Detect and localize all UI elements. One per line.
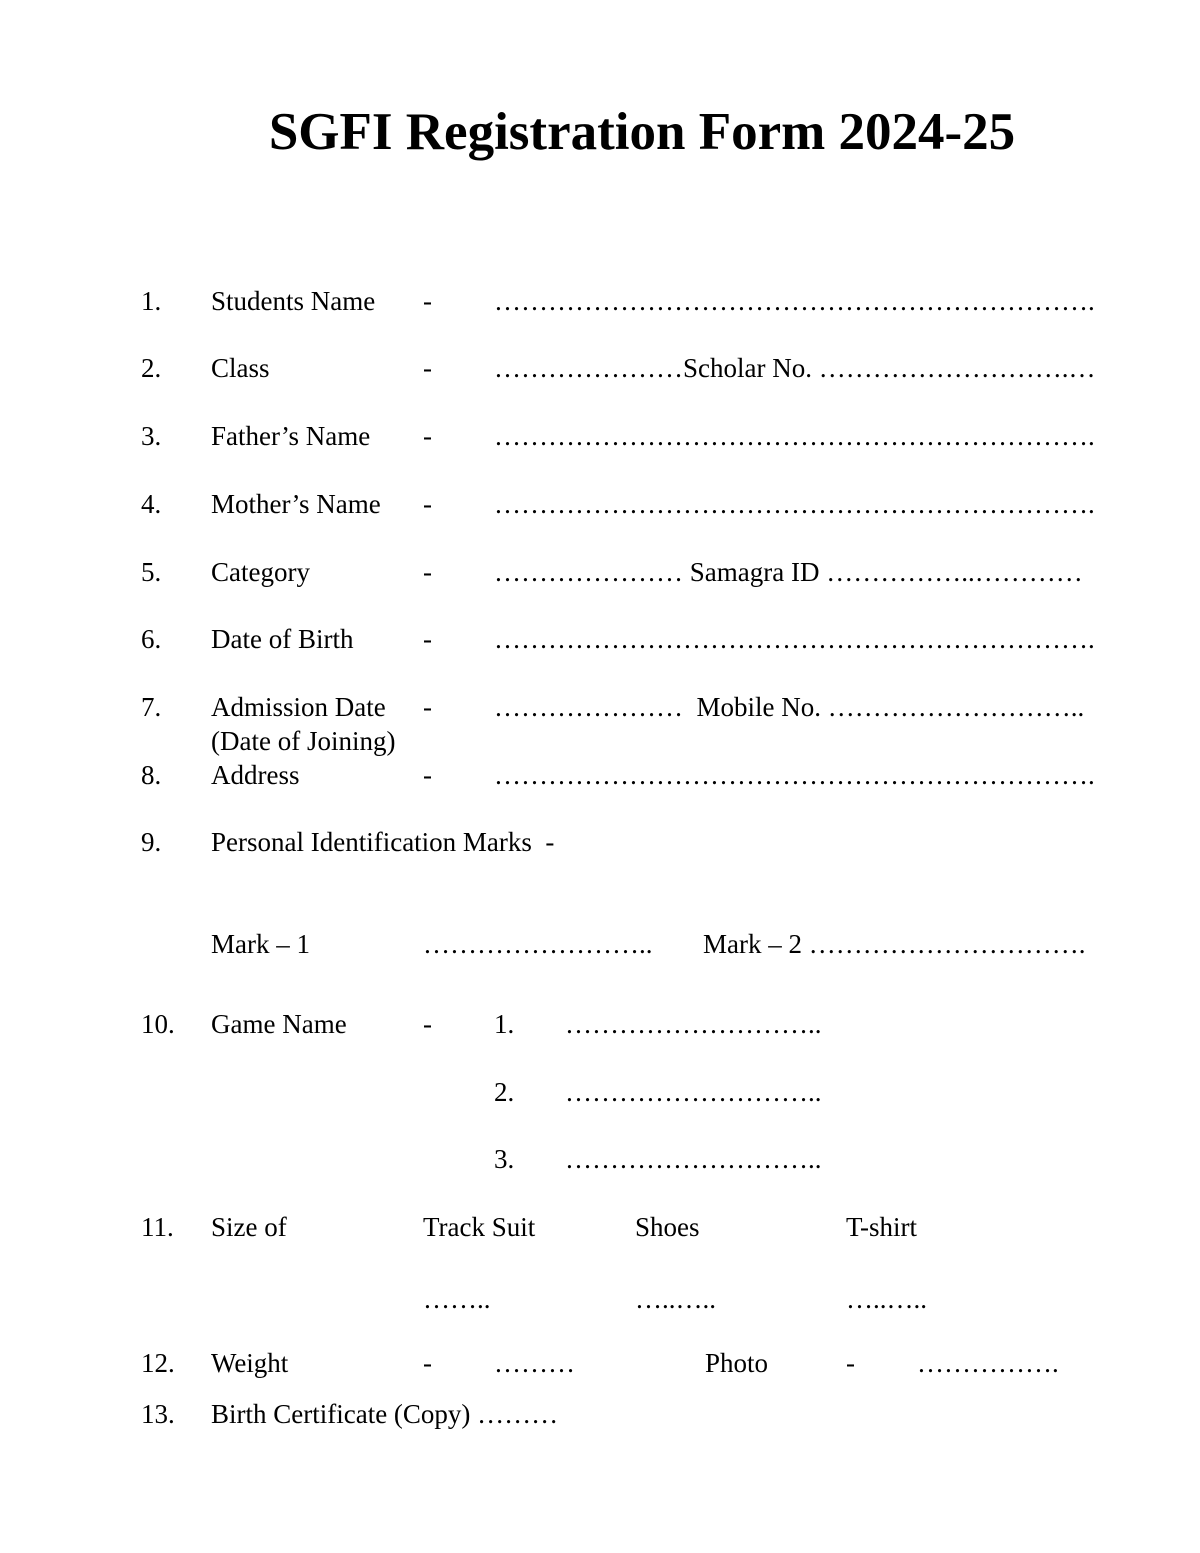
fathers-name-label: Father’s Name bbox=[211, 421, 371, 451]
dash: - bbox=[423, 760, 432, 790]
dash: - bbox=[423, 353, 432, 383]
dash: - bbox=[423, 692, 432, 722]
shoes-size-field[interactable]: …..….. bbox=[635, 1284, 716, 1314]
size-of-label: Size of bbox=[211, 1212, 287, 1242]
admission-mobile-field[interactable]: ………………… Mobile No. ……………………….. bbox=[494, 692, 1085, 722]
row-number: 4. bbox=[141, 489, 162, 519]
game-number: 3. bbox=[494, 1144, 515, 1174]
row-number: 9. bbox=[141, 827, 162, 857]
track-suit-header: Track Suit bbox=[423, 1212, 536, 1242]
dash: - bbox=[423, 489, 432, 519]
weight-field[interactable]: ……… bbox=[494, 1348, 575, 1378]
dash: - bbox=[423, 286, 432, 316]
row-number: 12. bbox=[141, 1348, 175, 1378]
class-scholar-field[interactable]: …………………Scholar No. ……………………….… bbox=[494, 353, 1096, 383]
students-name-label: Students Name bbox=[211, 286, 376, 316]
shoes-header: Shoes bbox=[635, 1212, 700, 1242]
row-number: 2. bbox=[141, 353, 162, 383]
mothers-name-field[interactable]: …………………………………………………………. bbox=[494, 489, 1095, 519]
category-samagra-field[interactable]: ………………… Samagra ID ……………..………… bbox=[494, 557, 1083, 587]
students-name-field[interactable]: …………………………………………………………. bbox=[494, 286, 1095, 316]
identification-marks-label: Personal Identification Marks - bbox=[211, 827, 555, 857]
address-label: Address bbox=[211, 760, 300, 790]
date-of-joining-sublabel: (Date of Joining) bbox=[211, 726, 396, 756]
t-shirt-size-field[interactable]: …..….. bbox=[846, 1284, 927, 1314]
row-number: 13. bbox=[141, 1399, 175, 1429]
game-number: 2. bbox=[494, 1077, 515, 1107]
dash: - bbox=[423, 624, 432, 654]
row-number: 6. bbox=[141, 624, 162, 654]
game-3-field[interactable]: ……………………….. bbox=[565, 1144, 822, 1174]
dash: - bbox=[423, 421, 432, 451]
fathers-name-field[interactable]: …………………………………………………………. bbox=[494, 421, 1095, 451]
track-suit-size-field[interactable]: …….. bbox=[423, 1284, 491, 1314]
t-shirt-header: T-shirt bbox=[846, 1212, 918, 1242]
birth-certificate-field[interactable]: Birth Certificate (Copy) ……… bbox=[211, 1399, 559, 1429]
class-label: Class bbox=[211, 353, 270, 383]
address-field[interactable]: …………………………………………………………. bbox=[494, 760, 1095, 790]
dash: - bbox=[423, 1009, 432, 1039]
page-title: SGFI Registration Form 2024-25 bbox=[268, 103, 1016, 161]
game-1-field[interactable]: ……………………….. bbox=[565, 1009, 822, 1039]
row-number: 1. bbox=[141, 286, 162, 316]
row-number: 5. bbox=[141, 557, 162, 587]
mark-2-field[interactable]: Mark – 2 …………………………. bbox=[703, 929, 1086, 959]
photo-label: Photo bbox=[705, 1348, 769, 1378]
game-number: 1. bbox=[494, 1009, 515, 1039]
mothers-name-label: Mother’s Name bbox=[211, 489, 381, 519]
row-number: 11. bbox=[141, 1212, 174, 1242]
game-name-label: Game Name bbox=[211, 1009, 347, 1039]
weight-label: Weight bbox=[211, 1348, 289, 1378]
photo-field[interactable]: ……………. bbox=[917, 1348, 1059, 1378]
date-of-birth-label: Date of Birth bbox=[211, 624, 354, 654]
row-number: 8. bbox=[141, 760, 162, 790]
row-number: 7. bbox=[141, 692, 162, 722]
game-2-field[interactable]: ……………………….. bbox=[565, 1077, 822, 1107]
mark-1-field[interactable]: …………………….. bbox=[423, 929, 653, 959]
dash: - bbox=[423, 1348, 432, 1378]
category-label: Category bbox=[211, 557, 310, 587]
mark-1-label: Mark – 1 bbox=[211, 929, 310, 959]
admission-date-label: Admission Date bbox=[211, 692, 386, 722]
row-number: 10. bbox=[141, 1009, 175, 1039]
dash: - bbox=[846, 1348, 855, 1378]
row-number: 3. bbox=[141, 421, 162, 451]
date-of-birth-field[interactable]: …………………………………………………………. bbox=[494, 624, 1095, 654]
dash: - bbox=[423, 557, 432, 587]
